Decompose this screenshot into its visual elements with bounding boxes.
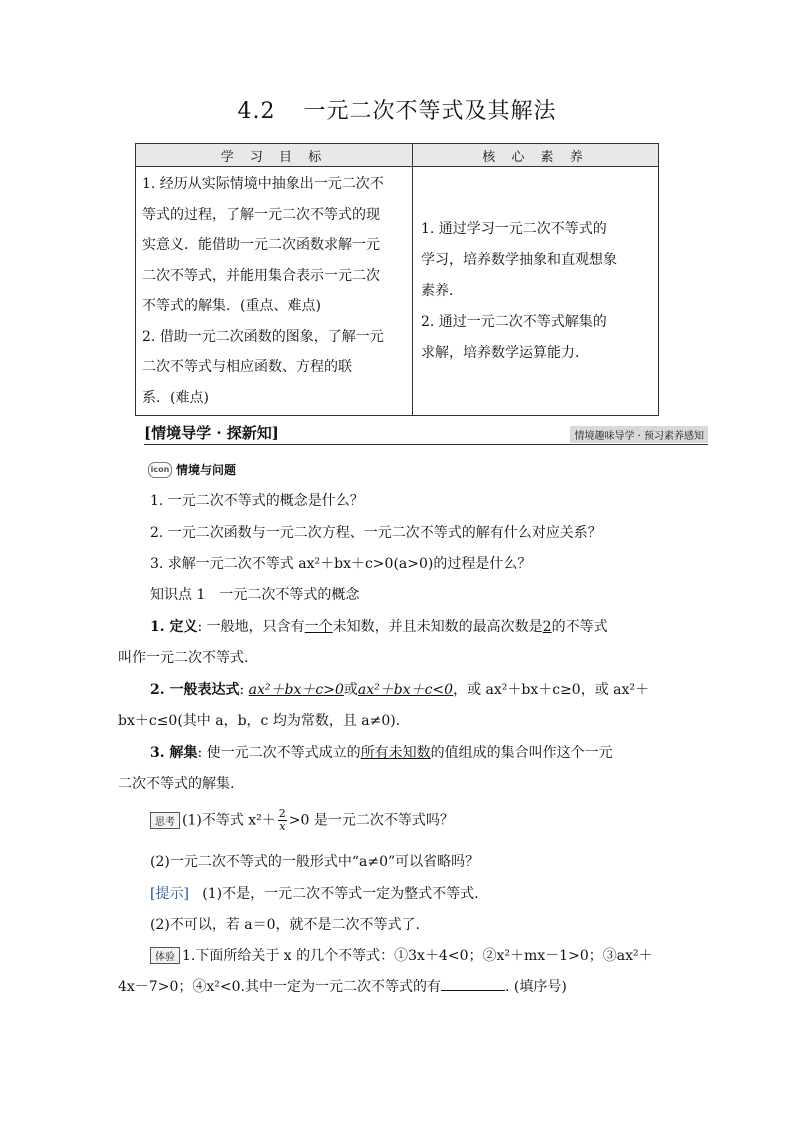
general-form-line-2: bx＋c≤0(其中 a，b，c 均为常数，且 a≠0). — [118, 713, 401, 729]
general-form-line-1 — [150, 679, 649, 699]
solution-set-line-2: 二次不等式的解集. — [118, 776, 235, 792]
goals-header-row — [136, 144, 659, 167]
subsection-heading — [148, 461, 236, 478]
knowledge-point-title: 知识点 1 一元二次不等式的概念 — [150, 587, 360, 603]
fraction-numerator: 2 — [278, 807, 286, 820]
think-text: >0 是一元二次不等式吗？ — [288, 812, 454, 829]
think-badge: 思考 — [150, 812, 180, 829]
hint-answer-1: (1)不是，一元二次不等式一定为整式不等式. — [202, 886, 479, 902]
answer-blank[interactable] — [441, 978, 505, 991]
exercise-badge: 体验 — [150, 947, 180, 964]
goal-line: 2. 借助一元二次函数的图象，了解一元 — [142, 328, 384, 345]
exercise-text: 1.下面所给关于 x 的几个不等式：①3x＋4<0；②x²＋mx－1>0；③ax²＋ — [182, 948, 653, 964]
definition-line-2: 叫作一元二次不等式. — [118, 650, 249, 666]
section-label: [情境导学 · 探新知] — [144, 424, 279, 442]
definition-blank-1: 一个 — [304, 619, 333, 635]
literacy-line: 素养． — [421, 282, 463, 299]
exercise-text: 4x－7>0；④x²<0.其中一定为一元二次不等式的有 — [118, 979, 441, 995]
definition-label: 1. 定义 — [150, 619, 198, 635]
section-tag: 情境趣味导学 · 预习素养感知 — [570, 426, 708, 443]
learning-goals-cell — [136, 167, 413, 416]
solution-set-blank: 所有未知数 — [360, 745, 431, 761]
solution-set-label: 3. 解集 — [150, 745, 198, 761]
definition-text: : 一般地，只含有 — [197, 619, 305, 635]
exercise-line-2 — [118, 976, 567, 996]
definition-blank-2: 2 — [542, 619, 552, 635]
question-3: 3. 求解一元二次不等式 ax²＋bx＋c>0(a>0)的过程是什么？ — [150, 556, 532, 572]
question-2: 2. 一元二次函数与一元二次方程、一元二次不等式的解有什么对应关系？ — [150, 525, 602, 541]
literacy-line: 1. 通过学习一元二次不等式的 — [421, 220, 607, 237]
think-question-2: (2)一元二次不等式的一般形式中“a≠0”可以省略吗？ — [150, 854, 480, 870]
hint-label: [提示] — [150, 886, 189, 902]
definition-line-1 — [150, 616, 608, 636]
title-number: 4.2 — [237, 99, 276, 124]
literacy-line: 学习，培养数学抽象和直观想象 — [421, 251, 617, 268]
general-form-text: ，或 ax²＋bx＋c≥0，或 ax²＋ — [453, 682, 650, 698]
goal-line: 不等式的解集．(重点、难点) — [142, 298, 321, 314]
general-form-blank-2: ax²＋bx＋c<0 — [357, 682, 454, 698]
fraction-2-over-x — [278, 808, 287, 833]
goal-line: 等式的过程，了解一元二次不等式的现 — [142, 206, 380, 223]
think-question-1 — [150, 808, 454, 833]
literacy-line: 2. 通过一元二次不等式解集的 — [421, 313, 607, 330]
goals-body-row — [136, 167, 659, 416]
header-learning-goals: 学 习 目 标 — [136, 144, 413, 167]
goal-line: 二次不等式，并能用集合表示一元二次 — [142, 267, 380, 284]
goal-line: 二次不等式与相应函数、方程的联 — [142, 359, 352, 375]
literacy-line: 求解，培养数学运算能力． — [421, 344, 589, 361]
header-core-literacy: 核 心 素 养 — [413, 144, 659, 167]
goal-line: 系．(难点) — [142, 389, 209, 406]
core-literacy-cell — [413, 167, 659, 416]
general-form-label: 2. 一般表达式 — [150, 682, 240, 698]
page-title — [0, 94, 794, 125]
definition-text: 的不等式 — [551, 619, 608, 635]
question-1: 1. 一元二次不等式的概念是什么？ — [150, 493, 364, 509]
fraction-denominator: x — [279, 820, 286, 833]
exercise-text: . (填序号) — [504, 979, 567, 995]
subsection-label: 情境与问题 — [176, 463, 237, 477]
exercise-line-1 — [150, 945, 653, 965]
goal-line: 1. 经历从实际情境中抽象出一元二次不 — [142, 176, 384, 192]
solution-set-text: : 使一元二次不等式成立的 — [197, 745, 361, 761]
hint-line-1 — [150, 883, 479, 903]
think-text: (1)不等式 x²＋ — [182, 812, 276, 829]
definition-text: 未知数，并且未知数的最高次数是 — [332, 619, 543, 635]
title-text: 一元二次不等式及其解法 — [303, 99, 557, 124]
solution-set-text: 的值组成的集合叫作这个一元 — [430, 745, 613, 761]
section-header — [144, 424, 708, 445]
hint-line-2: (2)不可以，若 a＝0，就不是二次不等式了. — [150, 917, 420, 933]
solution-set-line-1 — [150, 742, 613, 762]
general-form-blank-1: ax²＋bx＋c>0 — [248, 682, 344, 698]
general-form-text: 或 — [343, 682, 358, 698]
scenario-icon: icon — [148, 462, 172, 478]
general-form-text: : — [239, 682, 249, 698]
goals-table — [135, 143, 659, 416]
goal-line: 实意义．能借助一元二次函数求解一元 — [142, 237, 380, 253]
